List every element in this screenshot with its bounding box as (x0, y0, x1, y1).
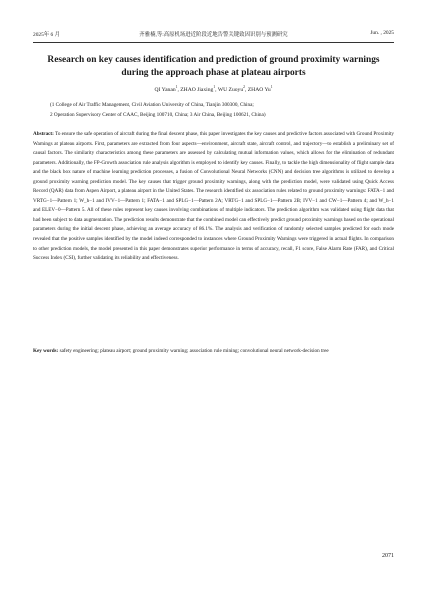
abstract-label: Abstract: (33, 131, 54, 137)
keywords-label: Key words: (33, 348, 59, 354)
running-header (33, 30, 394, 40)
author: QI Yanan$^1$ (154, 85, 178, 93)
running-header-journal: 齐雅楠,等:高原机场进近阶段近地告警关键致因识别与预测研究 (139, 32, 288, 38)
affiliation-line: 2 Operation Supervisory Center of CAAC, Beijing 100710, China; 3 Air China, Beijing 100621, China) (50, 111, 266, 118)
keywords (33, 347, 377, 357)
paper-title: Research on key causes identification and prediction of ground proximity warnings during the approach phase at plateau airports (47, 55, 380, 78)
author-list: QI Yanan$^1$, ZHAO Jiaxing$^1$, WU Zuoyu$^2$, ZHAO Yu$^1$ (154, 85, 273, 93)
page-number: 2071 (382, 553, 394, 559)
keywords-text: safety engineering; plateau airport; ground proximity warning; association rule mining; convolutional neural network-decision tree (59, 348, 329, 354)
author: WU Zuoyu$^2$ (217, 85, 245, 93)
affiliation-line: (1 College of Air Traffic Management, Civil Aviation University of China, Tianjin 300300, China; (50, 102, 254, 108)
affiliations (50, 101, 394, 120)
abstract (33, 130, 394, 264)
author: ZHAO Jiaxing$^1$ (180, 85, 216, 93)
header-divider (33, 42, 394, 43)
author: ZHAO Yu$^1$ (247, 85, 273, 93)
running-header-issue: Jun. , 2025 (370, 30, 394, 36)
abstract-text: To ensure the safe operation of aircraft during the final descent phase, this paper investigates the key causes and predictive factors associated with Ground Proximity Warnings at plateau airports. First, parameters are extracted from four aspects—environment, aircraft state, aircraft control, and trajectory—to establish a preliminary set of causal factors. The similarity characteristics among these parameters are assessed by calculating mutual information values, which allows for the elimination of redundant parameters. Additionally, the FP-Growth association rule analysis algorithm is employed to identify key causes. Finally, to tackle the high dimensionality of flight sample data and the black box nature of machine learning prediction processes, a fusion of Convolutional Neural Networks (CNN) and decision tree algorithms is utilized to develop a ground proximity warning prediction model. The key causes that trigger ground proximity warnings, along with the prediction model, were validated using Quick Access Record (QAR) data from Aspen Airport, a plateau airport in the United States. The research identified six association rules related to ground proximity warnings: FATA−1 and VRTG−1—Pattern 1; W_h−1 and IVV−1—Pattern 1; FATA−1 and SPLG−1—Pattern 2A; VRTG−1 and SPLG−1—Pattern 2B; IVV−1 and CW−1—Pattern 4; and W_h−1 and ELEV−0—Pattern 5. All of these rules represent key causes involving combinations of multiple indicators. The prediction algorithm was validated using flight data that had been subject to data augmentation. The prediction results demonstrate that the combined model can effectively predict ground proximity warnings based on the operational parameters during the initial descent phase, achieving an average accuracy of 86.1%. The analysis and verification of randomly selected samples predicted for each mode revealed that the positive samples identified by the model indeed corresponded to instances where Ground Proximity Warnings were triggered in actual flights. In comparison to other prediction models, the model presented in this paper demonstrates superior performance in terms of accuracy, recall, F1 score, False Alarm Rate (FAR), and Critical Success Index (CSI), further validating its reliability and effectiveness. (33, 131, 394, 262)
running-header-date: 2025年 6 月 (33, 32, 60, 38)
